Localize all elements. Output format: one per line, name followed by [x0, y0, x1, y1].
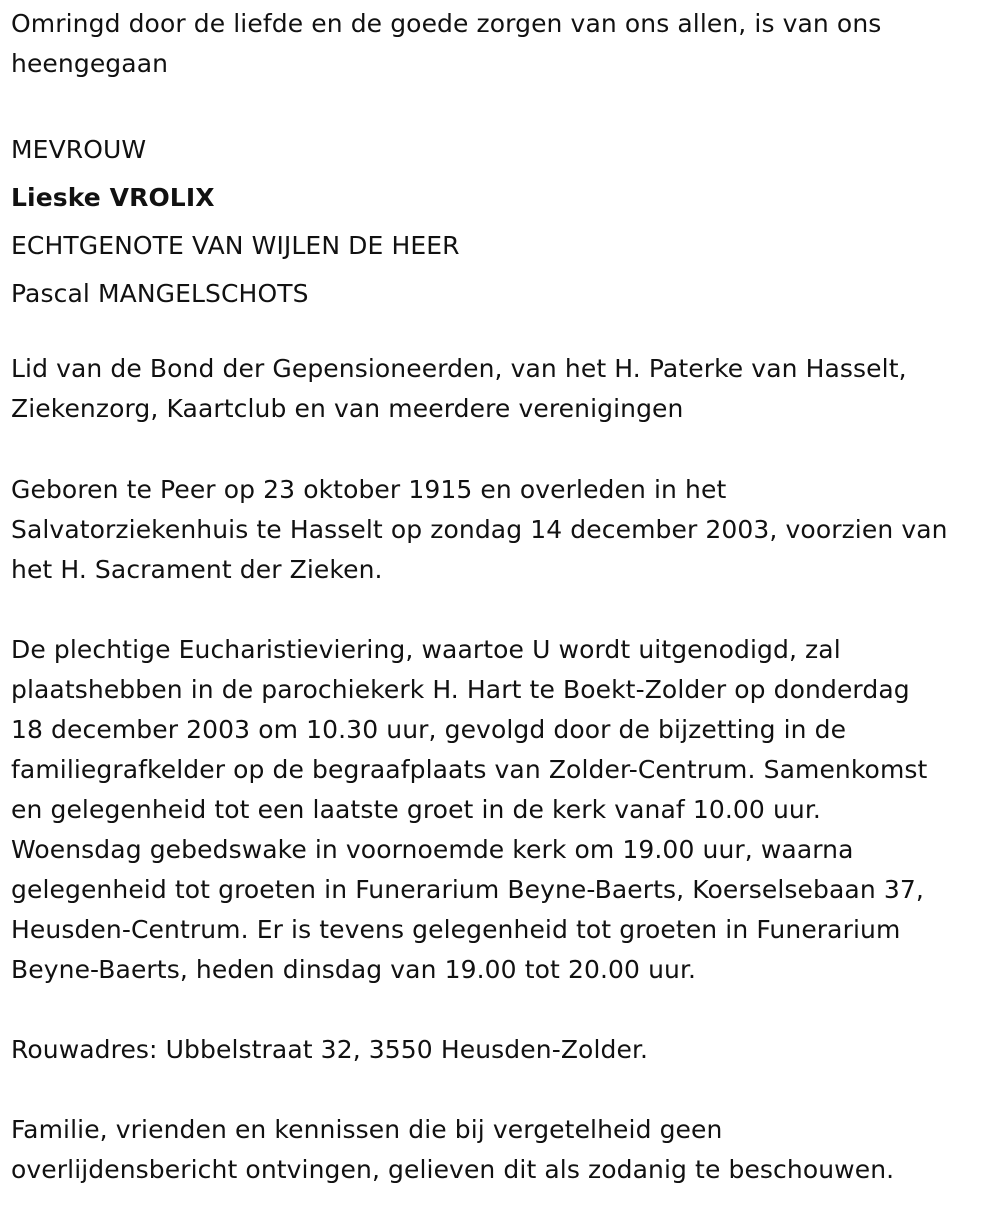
ceremony-line: Beyne-Baerts, heden dinsdag van 19.00 tot 20.00 uur. — [11, 955, 697, 984]
memberships-line: Ziekenzorg, Kaartclub en van meerdere verenigingen — [11, 394, 684, 423]
deceased-name: Lieske VROLIX — [11, 183, 215, 212]
intro-line: heengegaan — [11, 49, 169, 78]
closing-paragraph — [11, 1110, 992, 1190]
birth-death-line: Salvatorziekenhuis te Hasselt op zondag 14 december 2003, voorzien van — [11, 515, 948, 544]
closing-line: Familie, vrienden en kennissen die bij vergetelheid geen — [11, 1115, 723, 1144]
birth-death-paragraph — [11, 470, 992, 590]
deceased-block — [11, 126, 992, 318]
mourning-address: Rouwadres: Ubbelstraat 32, 3550 Heusden-Zolder. — [11, 1035, 649, 1064]
intro-paragraph — [11, 4, 992, 84]
ceremony-line: familiegrafkelder op de begraafplaats van Zolder-Centrum. Samenkomst — [11, 755, 928, 784]
intro-line: Omringd door de liefde en de goede zorgen van ons allen, is van ons — [11, 9, 882, 38]
ceremony-line: De plechtige Eucharistieviering, waartoe U wordt uitgenodigd, zal — [11, 635, 841, 664]
ceremony-paragraph — [11, 630, 992, 990]
birth-death-line: het H. Sacrament der Zieken. — [11, 555, 383, 584]
ceremony-line: en gelegenheid tot een laatste groet in de kerk vanaf 10.00 uur. — [11, 795, 821, 824]
ceremony-line: plaatshebben in de parochiekerk H. Hart te Boekt-Zolder op donderdag — [11, 675, 910, 704]
spouse-name: Pascal MANGELSCHOTS — [11, 279, 309, 308]
ceremony-line: gelegenheid tot groeten in Funerarium Beyne-Baerts, Koerselsebaan 37, — [11, 875, 924, 904]
memberships-line: Lid van de Bond der Gepensioneerden, van het H. Paterke van Hasselt, — [11, 354, 907, 383]
closing-line: overlijdensbericht ontvingen, gelieven dit als zodanig te beschouwen. — [11, 1155, 895, 1184]
birth-death-line: Geboren te Peer op 23 oktober 1915 en overleden in het — [11, 475, 727, 504]
address-paragraph — [11, 1030, 992, 1070]
ceremony-line: 18 december 2003 om 10.30 uur, gevolgd door de bijzetting in de — [11, 715, 847, 744]
memberships-paragraph — [11, 349, 992, 429]
honorific-title: MEVROUW — [11, 135, 147, 164]
ceremony-line: Heusden-Centrum. Er is tevens gelegenheid tot groeten in Funerarium — [11, 915, 901, 944]
ceremony-line: Woensdag gebedswake in voornoemde kerk om 19.00 uur, waarna — [11, 835, 854, 864]
relation-label: ECHTGENOTE VAN WIJLEN DE HEER — [11, 231, 460, 260]
